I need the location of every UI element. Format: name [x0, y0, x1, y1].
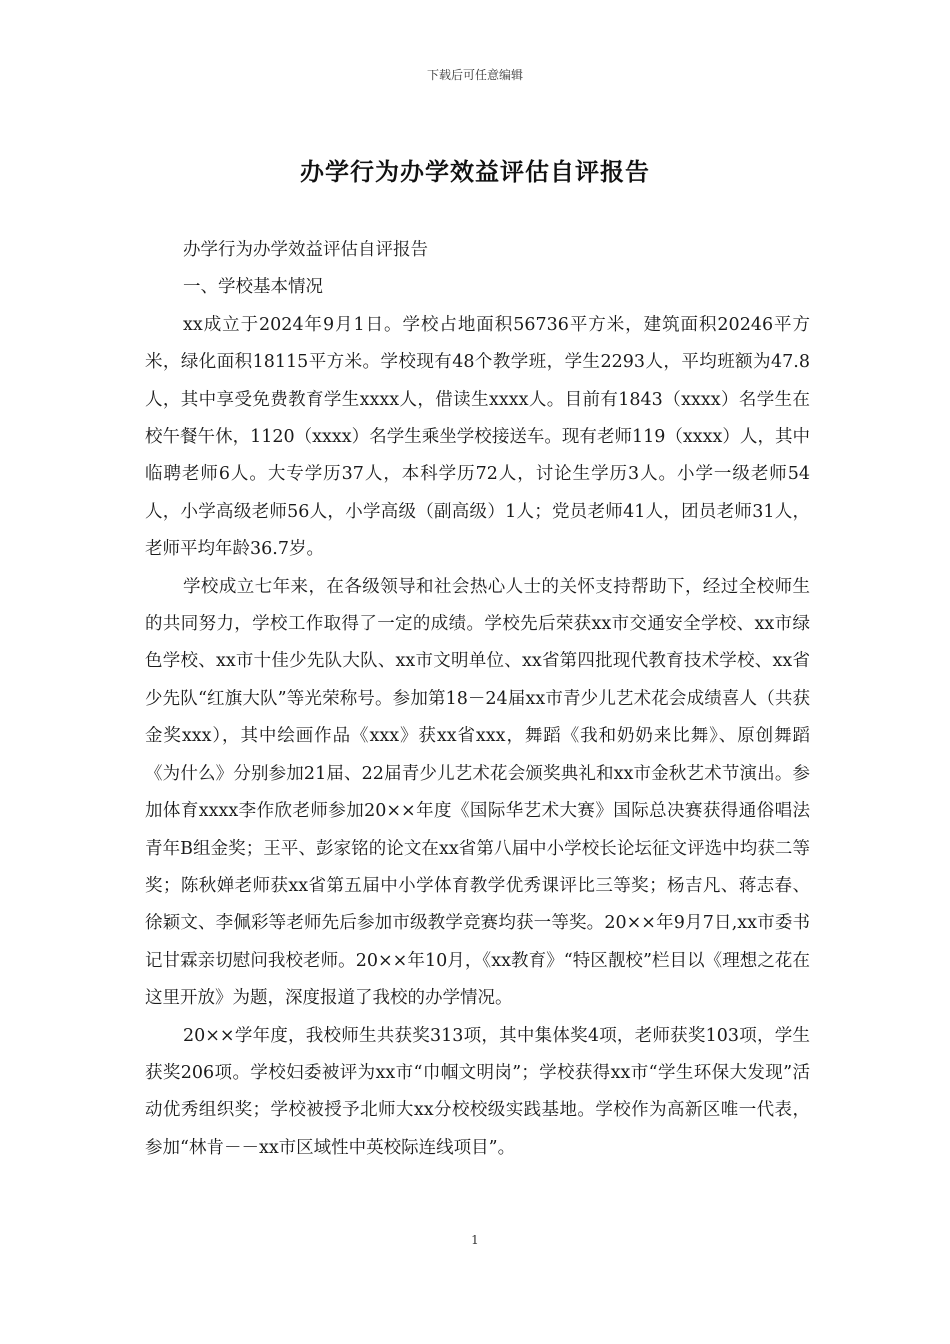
- section-heading: 一、学校基本情况: [183, 277, 323, 298]
- document-body: [145, 232, 810, 1167]
- paragraph-subtitle: 办学行为办学效益评估自评报告: [183, 240, 428, 260]
- paragraph: 20××学年度，我校师生共获奖313项，其中集体奖4项，老师获奖103项，学生获奖206项。学校妇委被评为xx市“巾帼文明岗”；学校获得xx市“学生环保大发现”活动优秀组织奖；学校被授予北师大xx分校校级实践基地。学校作为高新区唯一代表，参加“林肯－－xx市区域性中英校际连线项目”。: [145, 1025, 810, 1158]
- paragraph: xx成立于2024年9月1日。学校占地面积56736平方米，建筑面积20246平方米，绿化面积18115平方米。学校现有48个教学班，学生2293人，平均班额为47.8人，其中享受免费教育学生xxxx人，借读生xxxx人。目前有1843（xxxx）名学生在校午餐午休，1120（xxxx）名学生乘坐学校接送车。现有老师119（xxxx）人，其中临聘老师6人。大专学历37人，本科学历72人，讨论生学历3人。小学一级老师54人，小学高级老师56人，小学高级（副高级）1人；党员老师41人，团员老师31人，老师平均年龄36.7岁。: [145, 314, 810, 560]
- page-number: 1: [471, 1233, 479, 1247]
- header-note: 下载后可任意编辑: [426, 68, 523, 82]
- paragraph: 学校成立七年来，在各级领导和社会热心人士的关怀支持帮助下，经过全校师生的共同努力，学校工作取得了一定的成绩。学校先后荣获xx市交通安全学校、xx市绿色学校、xx市十佳少先队大队、xx市文明单位、xx省第四批现代教育技术学校、xx省少先队“红旗大队”等光荣称号。参加第18－24届xx市青少儿艺术花会成绩喜人（共获金奖xxx），其中绘画作品《xxx》获xx省xxx，舞蹈《我和奶奶来比舞》、原创舞蹈《为什么》分别参加21届、22届青少儿艺术花会颁奖典礼和xx市金秋艺术节演出。参加体育xxxx李作欣老师参加20××年度《国际华艺术大赛》国际总决赛获得通俗唱法青年B组金奖；王平、彭家铭的论文在xx省第八届中小学校长论坛征文评选中均获二等奖；陈秋婵老师获xx省第五届中小学体育教学优秀课评比三等奖；杨吉凡、蒋志春、徐颖文、李佩彩等老师先后参加市级教学竞赛均获一等奖。20××年9月7日,xx市委书记甘霖亲切慰问我校老师。20××年10月，《xx教育》“特区靓校”栏目以《理想之花在这里开放》为题，深度报道了我校的办学情况。: [145, 576, 810, 1009]
- document-title: 办学行为办学效益评估自评报告: [300, 157, 650, 186]
